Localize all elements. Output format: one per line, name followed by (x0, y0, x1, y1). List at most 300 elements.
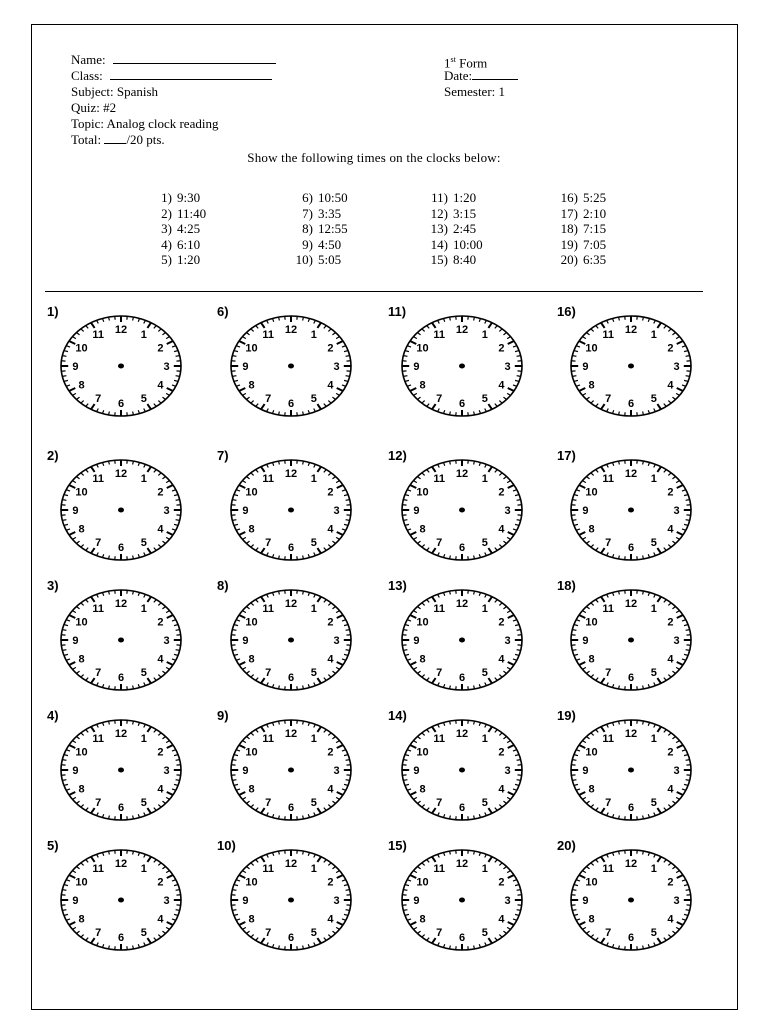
clock-15[interactable] (388, 838, 548, 956)
clock-face[interactable] (229, 456, 353, 564)
minute-tick (619, 461, 620, 464)
minute-tick (109, 945, 110, 948)
minute-tick (176, 890, 180, 891)
minute-tick (109, 411, 110, 414)
clock-label: 11) (388, 304, 407, 319)
clock-numeral: 7 (95, 393, 102, 406)
minute-tick (517, 630, 521, 631)
minute-tick (109, 317, 110, 320)
quiz-line: Quiz: #2 (71, 100, 117, 115)
clock-numeral: 11 (92, 732, 105, 745)
minute-tick (176, 376, 180, 377)
minute-tick (176, 500, 180, 501)
minute-tick (279, 317, 280, 320)
minute-tick (450, 685, 451, 688)
clock-numeral: 4 (157, 653, 164, 666)
clock-numeral: 1 (650, 602, 657, 615)
clock-6[interactable] (217, 304, 377, 422)
minute-tick (62, 780, 66, 781)
minute-tick (279, 461, 280, 464)
clock-3[interactable] (47, 578, 207, 696)
minute-tick (346, 630, 350, 631)
clock-numeral: 5 (310, 393, 317, 406)
time-item-number: 13) (430, 221, 448, 236)
clock-numeral: 5 (481, 927, 488, 940)
clock-numeral: 3 (673, 635, 680, 647)
minute-tick (572, 630, 576, 631)
clock-numeral: 9 (582, 361, 589, 373)
minute-tick (474, 721, 475, 724)
time-item-number: 9) (302, 236, 313, 252)
clock-numeral: 11 (602, 732, 615, 745)
time-item (142, 190, 206, 206)
clock-numeral: 3 (504, 635, 511, 647)
clock-numeral: 5 (650, 797, 657, 810)
minute-tick (619, 591, 620, 594)
clock-numeral: 11 (602, 472, 615, 485)
minute-tick (133, 851, 134, 854)
minute-tick (403, 890, 407, 891)
clock-numeral: 8 (78, 523, 85, 536)
clock-numeral: 6 (287, 542, 295, 554)
clock-face[interactable] (229, 716, 353, 824)
clock-numeral: 10 (245, 342, 258, 355)
clock-numeral: 12 (284, 858, 298, 870)
clock-numeral: 12 (284, 728, 298, 740)
clock-numeral: 11 (92, 472, 105, 485)
clock-label: 8) (217, 578, 229, 593)
clock-numeral: 5 (310, 797, 317, 810)
subject-line: Subject: Spanish (71, 84, 159, 99)
time-item-value: 6:10 (177, 236, 201, 252)
minute-tick (572, 650, 576, 651)
clock-numeral: 6 (458, 398, 466, 410)
clock-label: 10) (217, 838, 236, 853)
clock-numeral: 9 (413, 765, 420, 777)
clock-numeral: 12 (624, 728, 638, 740)
minute-tick (403, 650, 407, 651)
clock-18[interactable] (557, 578, 717, 696)
date-blank[interactable] (472, 68, 518, 80)
clock-4[interactable] (47, 708, 207, 826)
clock-numeral: 8 (588, 523, 595, 536)
minute-tick (109, 721, 110, 724)
minute-tick (450, 721, 451, 724)
clock-label: 12) (388, 448, 407, 463)
minute-tick (450, 851, 451, 854)
clock-numeral: 3 (163, 765, 170, 777)
minute-tick (403, 910, 407, 911)
minute-tick (133, 815, 134, 818)
clock-numeral: 6 (627, 542, 635, 554)
minute-tick (62, 356, 66, 357)
minute-tick (303, 945, 304, 948)
minute-tick (517, 760, 521, 761)
clock-numeral: 10 (585, 486, 598, 499)
clock-numeral: 7 (265, 667, 272, 680)
clock-numeral: 7 (95, 927, 102, 940)
clock-numeral: 4 (157, 523, 164, 536)
clock-label: 19) (557, 708, 576, 723)
minute-tick (450, 555, 451, 558)
minute-tick (450, 945, 451, 948)
clock-numeral: 4 (667, 653, 674, 666)
clock-numeral: 7 (265, 537, 272, 550)
clock-label: 20) (557, 838, 576, 853)
time-item-number: 2) (161, 205, 172, 221)
minute-tick (474, 591, 475, 594)
time-item-number: 12) (430, 205, 448, 221)
time-item-number: 6) (302, 190, 313, 205)
clock-numeral: 5 (140, 393, 147, 406)
clock-label: 17) (557, 448, 576, 463)
time-item-value: 7:05 (583, 236, 607, 252)
minute-tick (403, 760, 407, 761)
clock-numeral: 5 (140, 927, 147, 940)
time-item-number: 5) (161, 252, 172, 267)
time-item (418, 252, 483, 268)
clock-numeral: 3 (333, 765, 340, 777)
clock-numeral: 1 (481, 328, 488, 341)
minute-tick (474, 317, 475, 320)
minute-tick (403, 376, 407, 377)
time-item (548, 237, 606, 253)
clock-numeral: 10 (245, 616, 258, 629)
time-item-number: 3) (161, 221, 172, 236)
clock-numeral: 8 (248, 653, 255, 666)
minute-tick (619, 555, 620, 558)
minute-tick (619, 851, 620, 854)
minute-tick (517, 520, 521, 521)
clock-numeral: 11 (433, 732, 446, 745)
clock-face[interactable] (400, 716, 524, 824)
clock-face[interactable] (400, 586, 524, 694)
minute-tick (176, 356, 180, 357)
minute-tick (572, 760, 576, 761)
clock-numeral: 6 (627, 932, 635, 944)
clock-label: 1) (47, 304, 59, 319)
clock-numeral: 5 (140, 537, 147, 550)
class-label: Class: (71, 68, 103, 83)
clock-numeral: 3 (163, 895, 170, 907)
clock-numeral: 12 (114, 598, 128, 610)
times-column (142, 190, 206, 268)
clock-numeral: 11 (92, 862, 105, 875)
clock-numeral: 11 (602, 862, 615, 875)
minute-tick (346, 890, 350, 891)
clock-numeral: 12 (114, 858, 128, 870)
clock-20[interactable] (557, 838, 717, 956)
clock-numeral: 9 (413, 635, 420, 647)
minute-tick (643, 815, 644, 818)
clock-8[interactable] (217, 578, 377, 696)
clock-numeral: 10 (75, 746, 88, 759)
clock-center-dot (628, 638, 634, 643)
minute-tick (572, 520, 576, 521)
minute-tick (232, 650, 236, 651)
minute-tick (303, 851, 304, 854)
clock-numeral: 5 (310, 537, 317, 550)
clock-face[interactable] (400, 456, 524, 564)
time-item-value: 3:15 (453, 205, 477, 221)
minute-tick (232, 376, 236, 377)
minute-tick (62, 650, 66, 651)
clock-numeral: 3 (333, 505, 340, 517)
clock-numeral: 8 (248, 783, 255, 796)
clock-numeral: 1 (310, 862, 317, 875)
minute-tick (643, 851, 644, 854)
time-item-value: 1:20 (177, 252, 201, 267)
minute-tick (133, 721, 134, 724)
clock-2[interactable] (47, 448, 207, 566)
clock-numeral: 7 (265, 393, 272, 406)
minute-tick (303, 461, 304, 464)
minute-tick (474, 555, 475, 558)
clock-numeral: 5 (310, 927, 317, 940)
clock-numeral: 11 (92, 328, 105, 341)
clock-numeral: 9 (413, 361, 420, 373)
clock-numeral: 1 (310, 732, 317, 745)
minute-tick (279, 591, 280, 594)
minute-tick (133, 945, 134, 948)
clock-numeral: 12 (455, 728, 469, 740)
clock-face[interactable] (569, 456, 693, 564)
time-item-number: 8) (302, 221, 313, 236)
clock-7[interactable] (217, 448, 377, 566)
time-item-value: 5:05 (318, 252, 342, 267)
minute-tick (303, 555, 304, 558)
clock-numeral: 1 (650, 328, 657, 341)
time-item-number: 14) (430, 236, 448, 252)
clock-numeral: 10 (585, 342, 598, 355)
time-item (418, 190, 483, 206)
minute-tick (474, 815, 475, 818)
clock-10[interactable] (217, 838, 377, 956)
clock-numeral: 8 (419, 379, 426, 392)
clock-numeral: 6 (287, 802, 295, 814)
clock-numeral: 3 (163, 505, 170, 517)
time-item-value: 11:40 (177, 205, 207, 221)
clock-numeral: 12 (114, 324, 128, 336)
clock-19[interactable] (557, 708, 717, 826)
clock-face[interactable] (59, 846, 183, 954)
total-blank[interactable] (104, 132, 126, 144)
minute-tick (109, 555, 110, 558)
minute-tick (643, 411, 644, 414)
minute-tick (109, 851, 110, 854)
clock-face[interactable] (59, 586, 183, 694)
minute-tick (346, 520, 350, 521)
name-blank[interactable] (113, 52, 276, 64)
clock-numeral: 10 (75, 486, 88, 499)
clock-numeral: 12 (114, 468, 128, 480)
topic-line: Topic: Analog clock reading (71, 116, 219, 131)
minute-tick (303, 685, 304, 688)
clock-numeral: 9 (72, 895, 79, 907)
minute-tick (133, 555, 134, 558)
clock-numeral: 12 (284, 324, 298, 336)
time-item-value: 4:50 (318, 236, 342, 252)
clock-center-dot (288, 508, 294, 513)
minute-tick (346, 760, 350, 761)
clock-numeral: 2 (667, 746, 674, 759)
minute-tick (346, 376, 350, 377)
clock-numeral: 11 (262, 602, 275, 615)
clock-face[interactable] (569, 846, 693, 954)
clock-numeral: 1 (481, 602, 488, 615)
clock-face[interactable] (59, 456, 183, 564)
clock-numeral: 3 (163, 361, 170, 373)
date-label: Date: (444, 68, 473, 83)
clock-9[interactable] (217, 708, 377, 826)
minute-tick (303, 591, 304, 594)
time-item-value: 2:10 (583, 205, 607, 221)
clock-numeral: 11 (602, 602, 615, 615)
clock-numeral: 3 (504, 895, 511, 907)
minute-tick (619, 317, 620, 320)
clock-14[interactable] (388, 708, 548, 826)
clock-12[interactable] (388, 448, 548, 566)
class-blank[interactable] (110, 68, 272, 80)
clock-16[interactable] (557, 304, 717, 422)
clock-numeral: 10 (416, 342, 429, 355)
clock-numeral: 7 (605, 667, 612, 680)
clock-numeral: 10 (416, 616, 429, 629)
clock-label: 3) (47, 578, 59, 593)
clock-numeral: 8 (248, 523, 255, 536)
clock-numeral: 2 (157, 486, 164, 499)
clock-numeral: 12 (284, 468, 298, 480)
clock-numeral: 7 (436, 927, 443, 940)
clock-face[interactable] (229, 586, 353, 694)
clock-numeral: 7 (436, 537, 443, 550)
clock-numeral: 1 (650, 732, 657, 745)
clock-numeral: 4 (327, 653, 334, 666)
minute-tick (517, 356, 521, 357)
clock-face[interactable] (59, 716, 183, 824)
minute-tick (133, 685, 134, 688)
clock-numeral: 9 (413, 505, 420, 517)
clock-label: 4) (47, 708, 59, 723)
clock-numeral: 10 (75, 876, 88, 889)
clock-numeral: 11 (433, 602, 446, 615)
clock-face[interactable] (569, 716, 693, 824)
clock-label: 15) (388, 838, 407, 853)
clock-numeral: 2 (157, 342, 164, 355)
clock-numeral: 2 (327, 876, 334, 889)
clock-face[interactable] (569, 312, 693, 420)
clock-numeral: 6 (287, 398, 295, 410)
time-item-number: 17) (560, 205, 578, 221)
clock-13[interactable] (388, 578, 548, 696)
clock-11[interactable] (388, 304, 548, 422)
time-item (283, 190, 348, 206)
minute-tick (62, 890, 66, 891)
clock-face[interactable] (229, 312, 353, 420)
minute-tick (517, 500, 521, 501)
clock-face[interactable] (400, 312, 524, 420)
clock-numeral: 2 (498, 746, 505, 759)
clock-label: 14) (388, 708, 407, 723)
clock-label: 7) (217, 448, 229, 463)
minute-tick (686, 376, 690, 377)
clock-numeral: 9 (72, 361, 79, 373)
clock-numeral: 3 (673, 361, 680, 373)
semester-line: Semester: 1 (444, 84, 506, 99)
clock-numeral: 7 (605, 537, 612, 550)
clock-numeral: 4 (498, 783, 505, 796)
clock-numeral: 6 (117, 542, 125, 554)
clock-numeral: 7 (605, 927, 612, 940)
clock-numeral: 10 (585, 616, 598, 629)
minute-tick (450, 461, 451, 464)
name-label: Name: (71, 52, 106, 67)
minute-tick (619, 685, 620, 688)
clock-numeral: 6 (117, 802, 125, 814)
clock-numeral: 7 (605, 393, 612, 406)
minute-tick (176, 910, 180, 911)
clock-numeral: 12 (284, 598, 298, 610)
time-item (548, 252, 606, 268)
clock-face[interactable] (59, 312, 183, 420)
clock-numeral: 4 (327, 379, 334, 392)
minute-tick (643, 721, 644, 724)
clock-numeral: 7 (265, 797, 272, 810)
clock-5[interactable] (47, 838, 207, 956)
clock-numeral: 1 (140, 472, 147, 485)
time-item-value: 5:25 (583, 190, 607, 205)
minute-tick (517, 780, 521, 781)
minute-tick (133, 411, 134, 414)
minute-tick (686, 780, 690, 781)
clock-numeral: 8 (588, 783, 595, 796)
clock-face[interactable] (400, 846, 524, 954)
clock-numeral: 9 (72, 505, 79, 517)
clock-numeral: 3 (333, 895, 340, 907)
minute-tick (572, 890, 576, 891)
time-item-number: 4) (161, 236, 172, 252)
time-item-number: 10) (295, 252, 313, 267)
time-item-value: 12:55 (318, 221, 348, 236)
clock-numeral: 7 (95, 667, 102, 680)
minute-tick (62, 630, 66, 631)
clock-numeral: 12 (624, 468, 638, 480)
clock-center-dot (628, 508, 634, 513)
minute-tick (133, 461, 134, 464)
clock-1[interactable] (47, 304, 207, 422)
clock-face[interactable] (569, 586, 693, 694)
clock-face[interactable] (229, 846, 353, 954)
minute-tick (232, 630, 236, 631)
time-item-number: 1) (161, 190, 172, 205)
minute-tick (176, 760, 180, 761)
clock-numeral: 5 (481, 537, 488, 550)
clock-numeral: 4 (327, 913, 334, 926)
clock-center-dot (288, 364, 294, 369)
clock-numeral: 7 (436, 667, 443, 680)
clock-numeral: 10 (585, 746, 598, 759)
clock-numeral: 5 (481, 393, 488, 406)
clock-numeral: 10 (75, 616, 88, 629)
clock-numeral: 9 (582, 635, 589, 647)
clock-numeral: 11 (262, 472, 275, 485)
clock-numeral: 11 (92, 602, 105, 615)
clock-numeral: 5 (481, 667, 488, 680)
clock-numeral: 1 (140, 602, 147, 615)
clock-17[interactable] (557, 448, 717, 566)
clock-center-dot (288, 898, 294, 903)
clock-numeral: 8 (78, 783, 85, 796)
